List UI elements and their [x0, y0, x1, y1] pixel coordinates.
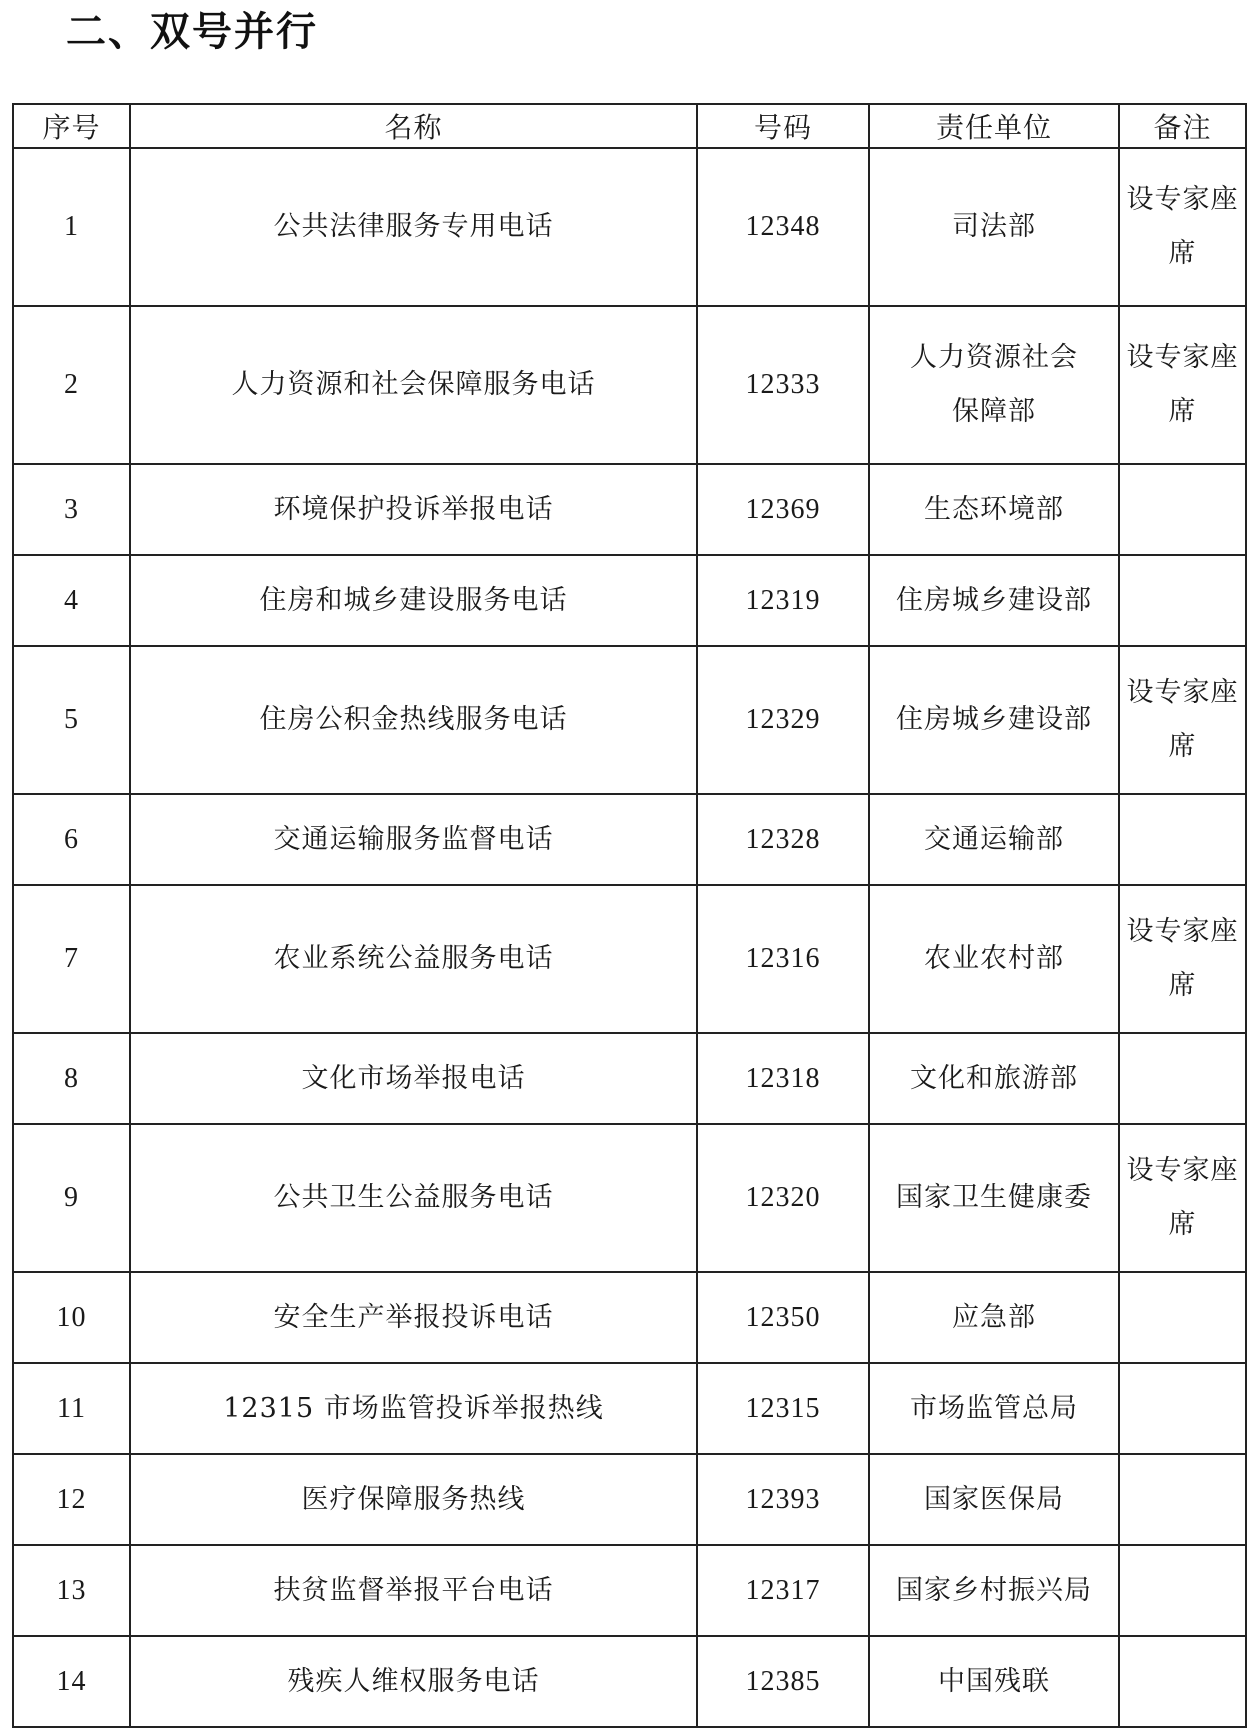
cell-no: 13	[13, 1545, 130, 1636]
header-unit: 责任单位	[869, 104, 1119, 148]
header-name: 名称	[130, 104, 697, 148]
cell-note: 设专家座席	[1119, 148, 1246, 306]
cell-name: 残疾人维权服务电话	[130, 1636, 697, 1727]
cell-note	[1119, 1363, 1246, 1454]
cell-name: 人力资源和社会保障服务电话	[130, 306, 697, 464]
header-number: 号码	[697, 104, 869, 148]
cell-no: 5	[13, 646, 130, 794]
cell-note	[1119, 1272, 1246, 1363]
table-row	[13, 1124, 1246, 1272]
cell-no: 9	[13, 1124, 130, 1272]
cell-name: 农业系统公益服务电话	[130, 885, 697, 1033]
cell-name: 住房公积金热线服务电话	[130, 646, 697, 794]
cell-unit: 住房城乡建设部	[869, 646, 1119, 794]
cell-no: 10	[13, 1272, 130, 1363]
cell-unit: 农业农村部	[869, 885, 1119, 1033]
cell-unit: 应急部	[869, 1272, 1119, 1363]
cell-note	[1119, 1545, 1246, 1636]
cell-number: 12385	[697, 1636, 869, 1727]
table-row	[13, 1545, 1246, 1636]
cell-name: 医疗保障服务热线	[130, 1454, 697, 1545]
cell-number: 12348	[697, 148, 869, 306]
cell-name: 安全生产举报投诉电话	[130, 1272, 697, 1363]
cell-note: 设专家座席	[1119, 646, 1246, 794]
table-row	[13, 555, 1246, 646]
section-title: 二、双号并行	[66, 9, 318, 55]
table-header-row	[13, 104, 1246, 148]
cell-number: 12317	[697, 1545, 869, 1636]
cell-note	[1119, 1033, 1246, 1124]
table-row	[13, 306, 1246, 464]
cell-note: 设专家座席	[1119, 885, 1246, 1033]
cell-no: 12	[13, 1454, 130, 1545]
cell-unit: 中国残联	[869, 1636, 1119, 1727]
header-note: 备注	[1119, 104, 1246, 148]
cell-number: 12369	[697, 464, 869, 555]
cell-number: 12316	[697, 885, 869, 1033]
cell-no: 2	[13, 306, 130, 464]
cell-no: 11	[13, 1363, 130, 1454]
cell-note: 设专家座席	[1119, 306, 1246, 464]
cell-number: 12350	[697, 1272, 869, 1363]
cell-number: 12328	[697, 794, 869, 885]
cell-name: 公共卫生公益服务电话	[130, 1124, 697, 1272]
table-row	[13, 1454, 1246, 1545]
cell-note	[1119, 1454, 1246, 1545]
cell-note	[1119, 1636, 1246, 1727]
table-row	[13, 1636, 1246, 1727]
cell-number: 12333	[697, 306, 869, 464]
cell-name: 住房和城乡建设服务电话	[130, 555, 697, 646]
cell-note	[1119, 464, 1246, 555]
cell-note	[1119, 794, 1246, 885]
cell-no: 6	[13, 794, 130, 885]
cell-unit: 文化和旅游部	[869, 1033, 1119, 1124]
cell-unit: 人力资源社会保障部	[869, 306, 1119, 464]
table-row	[13, 794, 1246, 885]
cell-number: 12318	[697, 1033, 869, 1124]
table-row	[13, 885, 1246, 1033]
cell-number: 12320	[697, 1124, 869, 1272]
cell-name: 12315 市场监管投诉举报热线	[130, 1363, 697, 1454]
table-row	[13, 646, 1246, 794]
cell-unit: 住房城乡建设部	[869, 555, 1119, 646]
table-row	[13, 1033, 1246, 1124]
header-no: 序号	[13, 104, 130, 148]
cell-name: 公共法律服务专用电话	[130, 148, 697, 306]
cell-note: 设专家座席	[1119, 1124, 1246, 1272]
cell-unit: 交通运输部	[869, 794, 1119, 885]
cell-name: 文化市场举报电话	[130, 1033, 697, 1124]
cell-no: 4	[13, 555, 130, 646]
cell-unit: 国家乡村振兴局	[869, 1545, 1119, 1636]
cell-no: 7	[13, 885, 130, 1033]
hotline-table	[12, 103, 1247, 1728]
cell-unit: 司法部	[869, 148, 1119, 306]
table-row	[13, 1272, 1246, 1363]
cell-number: 12393	[697, 1454, 869, 1545]
cell-name: 交通运输服务监督电话	[130, 794, 697, 885]
table-row	[13, 464, 1246, 555]
cell-unit: 生态环境部	[869, 464, 1119, 555]
table-row	[13, 1363, 1246, 1454]
table-row	[13, 148, 1246, 306]
cell-unit: 国家医保局	[869, 1454, 1119, 1545]
cell-no: 3	[13, 464, 130, 555]
cell-name: 环境保护投诉举报电话	[130, 464, 697, 555]
cell-name: 扶贫监督举报平台电话	[130, 1545, 697, 1636]
cell-note	[1119, 555, 1246, 646]
cell-no: 1	[13, 148, 130, 306]
cell-number: 12329	[697, 646, 869, 794]
cell-number: 12319	[697, 555, 869, 646]
cell-no: 8	[13, 1033, 130, 1124]
cell-number: 12315	[697, 1363, 869, 1454]
cell-unit: 市场监管总局	[869, 1363, 1119, 1454]
cell-no: 14	[13, 1636, 130, 1727]
cell-unit: 国家卫生健康委	[869, 1124, 1119, 1272]
